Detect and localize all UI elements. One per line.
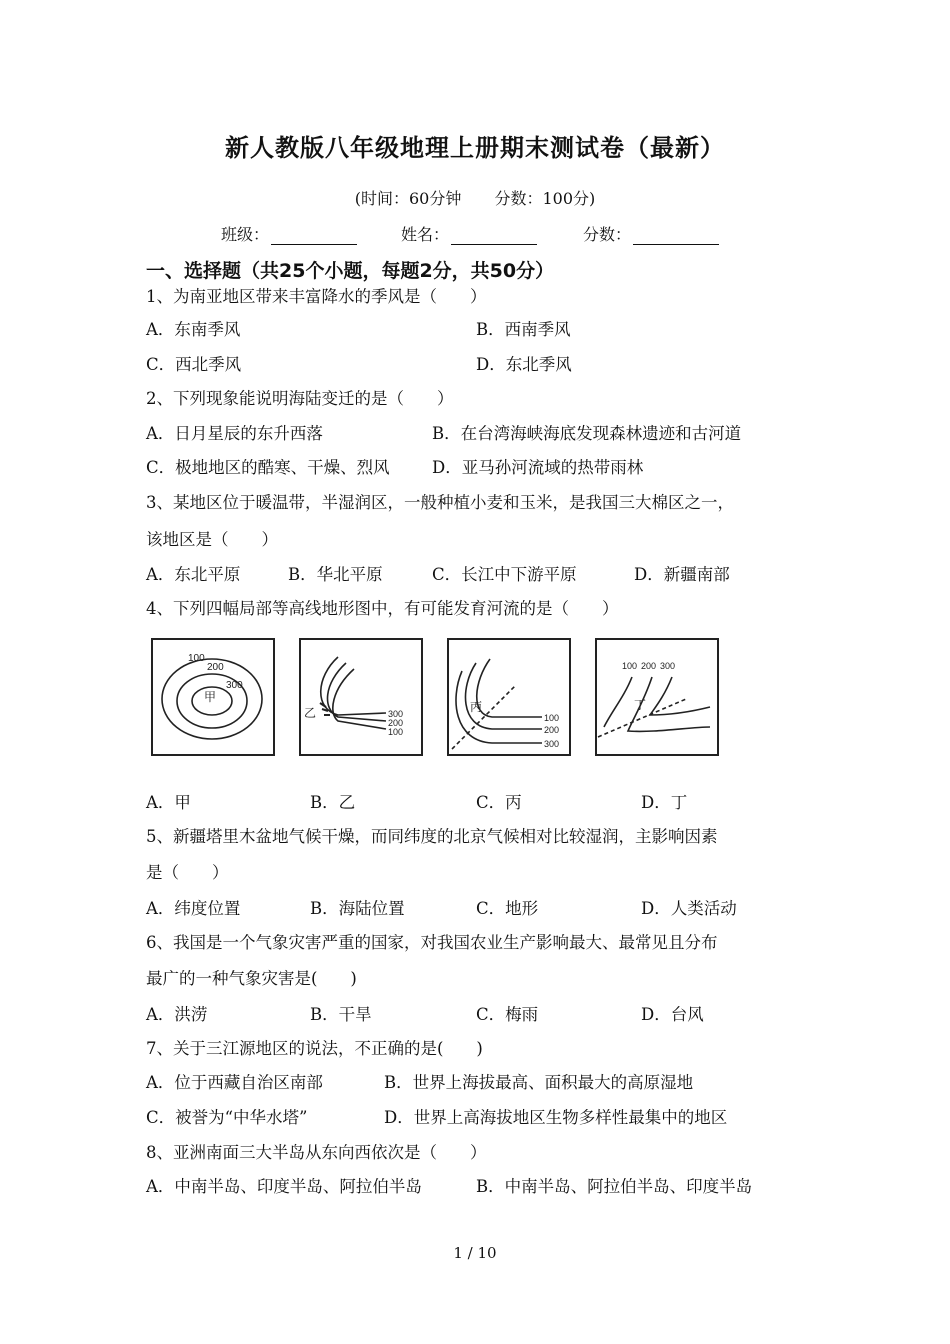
panel-label: 乙 [304,706,317,720]
q8-option-b[interactable]: B．中南半岛、阿拉伯半岛、印度半岛 [476,1177,753,1196]
exam-info [0,186,950,209]
question-6-stem-1: 6、我国是一个气象灾害严重的国家，对我国农业生产影响最大、最常见且分布 [146,933,718,952]
question-5-stem-1: 5、新疆塔里木盆地气候干燥，而同纬度的北京气候相对比较湿润，主影响因素 [146,827,718,846]
q2-option-a[interactable]: A．日月星辰的东升西落 [146,424,323,443]
q6-option-b[interactable]: B．干旱 [310,1005,372,1024]
contour-label: 100 [544,713,560,723]
q1-option-b[interactable]: B．西南季风 [476,320,571,339]
panel-label: 甲 [204,690,217,704]
score-field[interactable] [583,222,719,245]
q4-option-c[interactable]: C．丙 [476,793,522,812]
q3-option-a[interactable]: A．东北平原 [146,565,241,584]
q4-option-b[interactable]: B．乙 [310,793,356,812]
question-1-stem: 1、为南亚地区带来丰富降水的季风是（ ） [146,287,487,306]
q1-option-a[interactable]: A．东南季风 [146,320,241,339]
q3-option-b[interactable]: B．华北平原 [288,565,383,584]
panel-label: 丙 [470,700,483,714]
q5-option-d[interactable]: D．人类活动 [641,899,737,918]
question-3-stem-1: 3、某地区位于暖温带，半湿润区，一般种植小麦和玉米，是我国三大棉区之一， [146,493,734,512]
q4-option-d[interactable]: D．丁 [641,793,688,812]
panel-label: 丁 [634,698,647,712]
contour-label: 200 [641,661,657,671]
q6-option-d[interactable]: D．台风 [641,1005,704,1024]
q1-option-c[interactable]: C．西北季风 [146,355,242,374]
contour-label: 100 [188,653,205,664]
contour-label: 200 [544,725,560,735]
page-number: 1 / 10 [453,1244,497,1262]
q3-option-c[interactable]: C．长江中下游平原 [432,565,577,584]
q7-option-d[interactable]: D．世界上高海拔地区生物多样性最集中的地区 [384,1108,728,1127]
question-7-stem: 7、关于三江源地区的说法，不正确的是( ) [146,1039,483,1058]
name-label: 姓名： [401,225,450,244]
score-text: 分数：100分) [494,189,596,208]
contour-label: 200 [388,718,404,728]
contour-map-ding[interactable] [596,639,718,755]
score-blank[interactable] [633,228,719,245]
q3-option-d[interactable]: D．新疆南部 [634,565,730,584]
q2-option-c[interactable]: C．极地地区的酷寒、干燥、烈风 [146,458,390,477]
class-label: 班级： [221,225,270,244]
q8-option-a[interactable]: A．中南半岛、印度半岛、阿拉伯半岛 [146,1177,422,1196]
class-field[interactable] [221,222,357,245]
question-5-stem-2: 是（ ） [146,863,229,882]
question-3-stem-2: 该地区是（ ） [146,530,278,549]
question-6-stem-2: 最广的一种气象灾害是( ) [146,969,357,988]
q5-option-b[interactable]: B．海陆位置 [310,899,405,918]
q7-option-c[interactable]: C．被誉为“中华水塔” [146,1108,308,1127]
q6-option-a[interactable]: A．洪涝 [146,1005,208,1024]
name-blank[interactable] [451,228,537,245]
page-title: 新人教版八年级地理上册期末测试卷（最新） [225,134,725,162]
score-label: 分数： [583,225,632,244]
name-field[interactable] [401,222,537,245]
contour-label: 100 [388,727,404,737]
question-4-stem: 4、下列四幅局部等高线地形图中，有可能发育河流的是（ ） [146,599,619,618]
q5-option-c[interactable]: C．地形 [476,899,539,918]
q7-option-b[interactable]: B．世界上海拔最高、面积最大的高原湿地 [384,1073,694,1092]
contour-label: 300 [226,680,243,691]
contour-map-jia[interactable] [152,639,274,755]
contour-maps-figure [150,637,720,759]
contour-label: 100 [622,661,638,671]
time-text: (时间：60分钟 [354,189,462,208]
q6-option-c[interactable]: C．梅雨 [476,1005,539,1024]
contour-label: 200 [207,662,224,673]
q2-option-b[interactable]: B．在台湾海峡海底发现森林遗迹和古河道 [432,424,742,443]
contour-label: 300 [388,709,404,719]
contour-label: 300 [544,739,560,749]
q2-option-d[interactable]: D．亚马孙河流域的热带雨林 [432,458,644,477]
question-8-stem: 8、亚洲南面三大半岛从东向西依次是（ ） [146,1143,487,1162]
q4-option-a[interactable]: A．甲 [146,793,191,812]
q7-option-a[interactable]: A．位于西藏自治区南部 [146,1073,323,1092]
q5-option-a[interactable]: A．纬度位置 [146,899,241,918]
question-2-stem: 2、下列现象能说明海陆变迁的是（ ） [146,389,454,408]
q1-option-d[interactable]: D．东北季风 [476,355,572,374]
class-blank[interactable] [271,228,357,245]
section-heading: 一、选择题（共25个小题，每题2分，共50分） [146,260,555,282]
contour-map-yi[interactable] [300,639,422,755]
contour-label: 300 [660,661,676,671]
contour-map-bing[interactable] [448,639,570,755]
